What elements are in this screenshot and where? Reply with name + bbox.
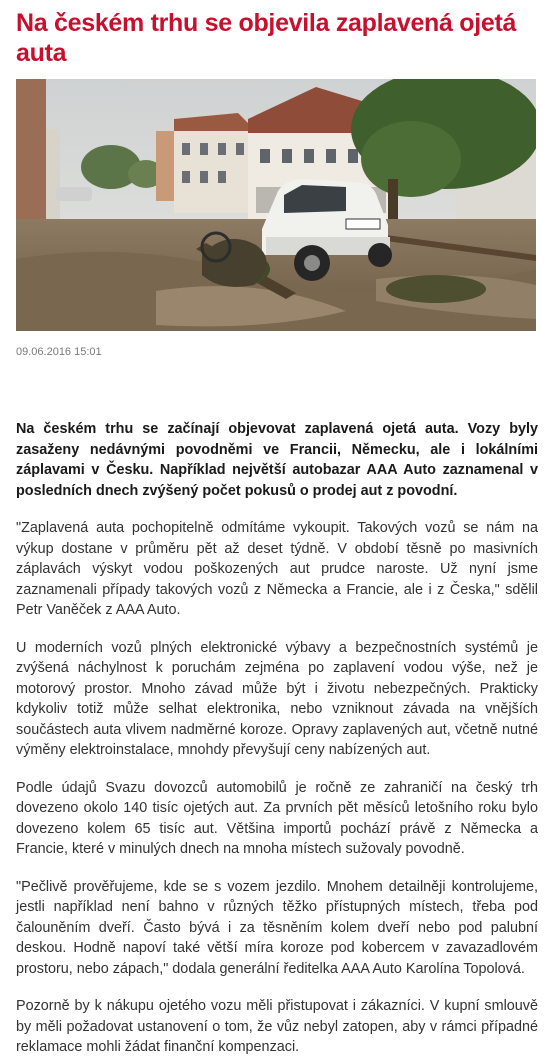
article-paragraph: "Pečlivě prověřujeme, kde se s vozem jezdilo. Mnohem detailněji kontrolujeme, jestli například není bahno v různých těžko přístupných místech, třeba pod čalouněním dveří. Často bývá i za těsněním kolem dveří nebo pod palubní deskou. Hodně napoví také větší míra koroze pod kobercem v zavazadlovém prostoru, nebo zápach," dodala generální ředitelka AAA Auto Karolína Topolová.: [16, 878, 538, 977]
article-paragraph: "Zaplavená auta pochopitelně odmítáme vykoupit. Takových vozů se nám na výkup dostane v průměru pět až deset týdně. V období těsně po masivních záplavách výskyt vodou poškozených aut prudce naroste. Už nyní jsme zaznamenali případy takových vozů z Německa a Francie, ale i z Česka," sdělil Petr Vaněček z AAA Auto.: [16, 520, 538, 618]
article-title: Na českém trhu se objevila zaplavená ojetá auta: [16, 9, 517, 67]
article-paragraph: Pozorně by k nákupu ojetého vozu měli přistupovat i zákazníci. V kupní smlouvě by měli požadovat ustanovení o tom, že vůz nebyl zatopen, aby v rámci případné reklamace mohli žádat finanční kompenzaci.: [16, 998, 538, 1055]
article-perex: Na českém trhu se začínají objevovat zaplavená ojetá auta. Vozy byly zasaženy nedávnými povodněmi ve Francii, Německu, ale i lokálními záplavami v Česku. Například největší autobazar AAA Auto zaznamenal v posledních dnech zvýšený počet pokusů o prodej aut z povodní.: [16, 421, 538, 499]
article-photo: [16, 79, 536, 331]
publish-date: 09.06.2016 15:01: [16, 346, 102, 358]
article-paragraph: U moderních vozů plných elektronické výbavy a bezpečnostních systémů je zvýšená náchylnost k poruchám zejména po zaplavení vodou výše, než je motorový prostor. Mnoho závad může být i životu nebezpečných. Prakticky kdykoliv totiž může selhat elektronika, nebo vzniknout závada na vnějších součástech auta vlivem nadměrné koroze. Opravy zaplavených aut, včetně nutné výměny elektroinstalace, mnohdy převyšují ceny nabízených aut.: [16, 639, 538, 758]
article: [16, 0, 538, 1058]
article-paragraph: Podle údajů Svazu dovozců automobilů je ročně ze zahraničí na český trh dovezeno okolo 140 tisíc ojetých aut. Za prvních pět měsíců letošního roku bylo dovezeno kolem 65 tisíc aut. Většina importů pochází právě z Německa a Francie, které v minulých dnech na mnoha místech sužovaly povodně.: [16, 779, 538, 857]
